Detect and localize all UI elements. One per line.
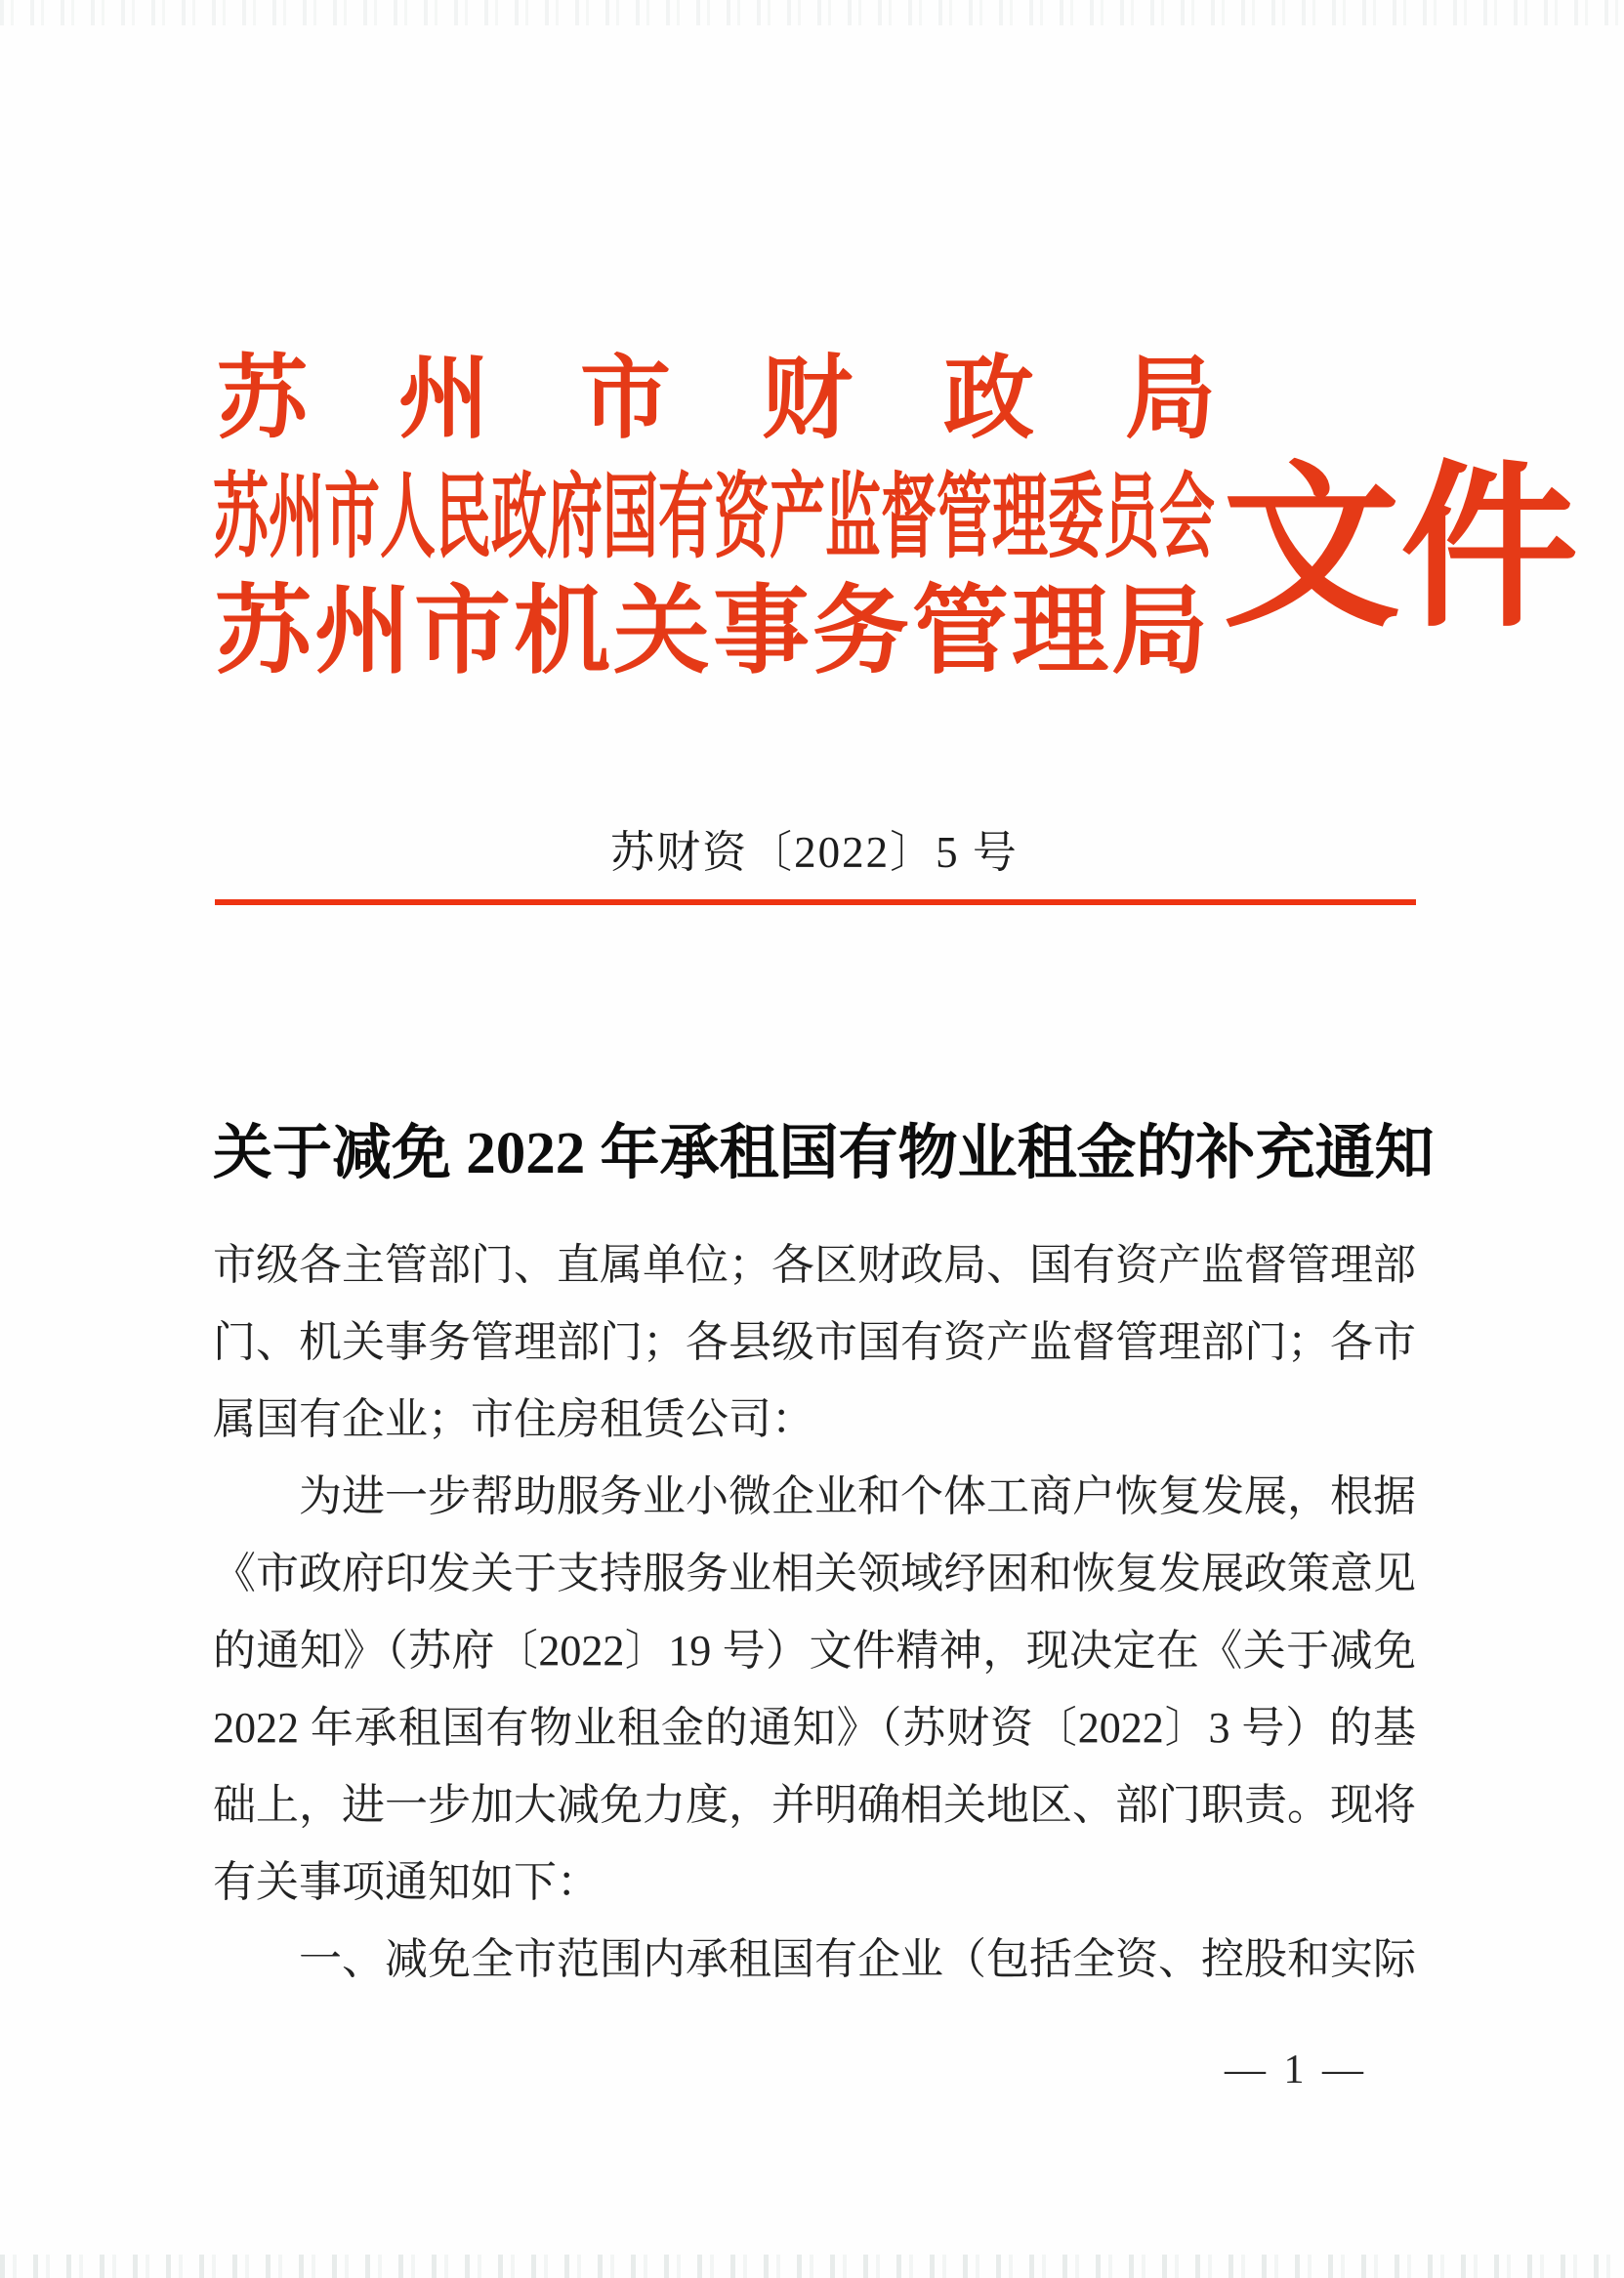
body-line: 属国有企业；市住房租赁公司： [213,1395,814,1443]
doc-type-label: 文件 [1223,452,1578,648]
body-line: 有关事项通知如下： [213,1858,600,1906]
body-line: 为进一步帮助服务业小微企业和个体工商户恢复发展，根据 [299,1472,1416,1520]
document-title: 关于减免 2022 年承租国有物业租金的补充通知 [213,1121,1435,1186]
red-divider-line [215,899,1416,905]
scan-artifact-bottom [0,2255,1624,2278]
body-line: 门、机关事务管理部门；各县级市国有资产监督管理部门；各市 [213,1318,1416,1366]
document-number: 苏财资〔2022〕5 号 [610,828,1019,877]
body-line: 《市政府印发关于支持服务业相关领域纾困和恢复发展政策意见 [213,1550,1416,1597]
agency-name-line1: 苏 州 市 财 政 局 [217,350,1216,450]
body-line: 市级各主管部门、直属单位；各区财政局、国有资产监督管理部 [213,1241,1416,1289]
body-line: 的通知》（苏府〔2022〕19 号）文件精神，现决定在《关于减免 [213,1627,1416,1675]
agency-name-line3: 苏州市机关事务管理局 [215,579,1211,685]
body-line: 础上，进一步加大减免力度，并明确相关地区、部门职责。现将 [213,1781,1416,1829]
page-number: — 1 — [1225,2048,1367,2092]
body-text [213,1226,1416,1998]
scan-artifact-top [0,0,1624,25]
body-line: 2022 年承租国有物业租金的通知》（苏财资〔2022〕3 号）的基 [213,1704,1416,1752]
body-line: 一、减免全市范围内承租国有企业（包括全资、控股和实际 [299,1935,1416,1983]
agency-name-line2: 苏州市人民政府国有资产监督管理委员会 [213,466,1216,569]
